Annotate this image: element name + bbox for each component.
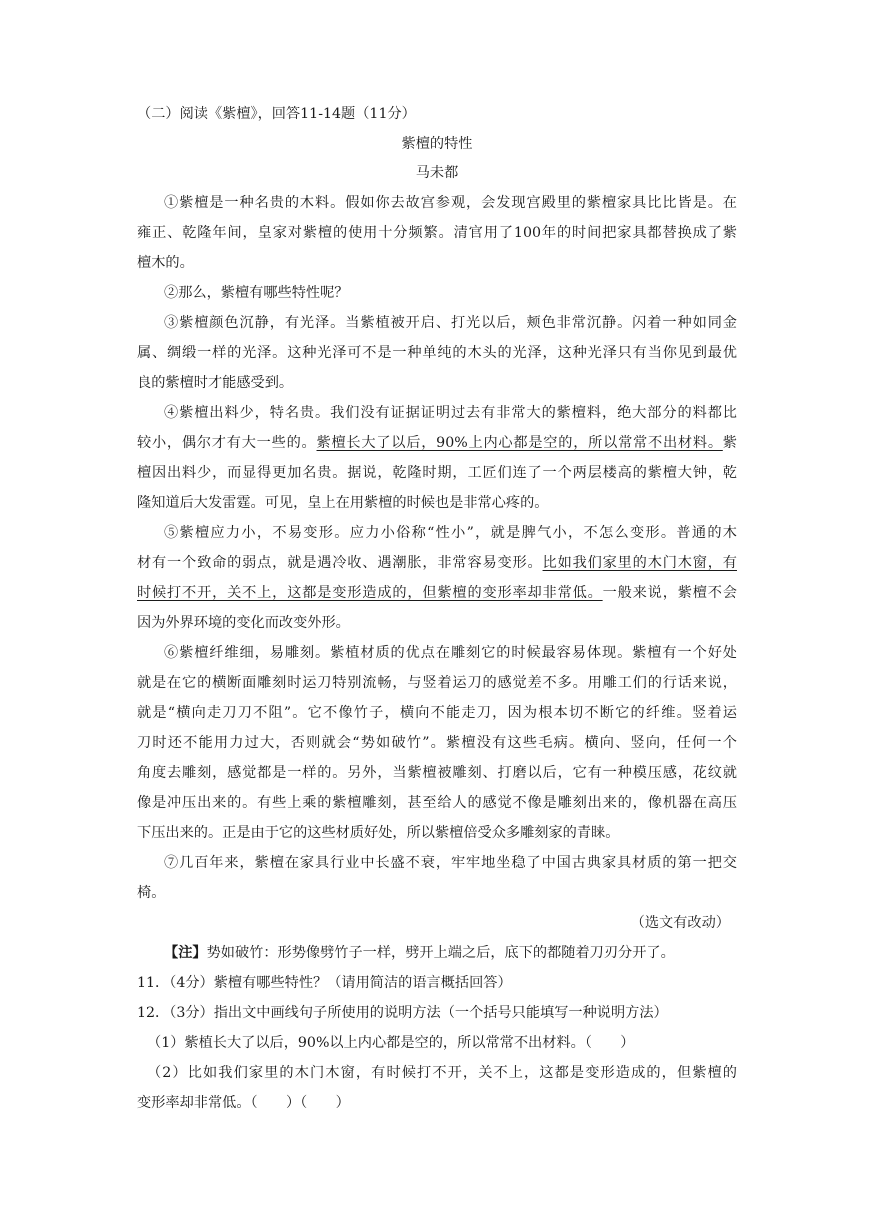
- paragraph-5-line-4: 因为外界环境的变化而改变外形。: [137, 615, 350, 631]
- paragraph-4-line-4: 隆知道后大发雷霆。可见，皇上在用紫檀的时候也是非常心疼的。: [137, 495, 549, 511]
- paragraph-7-line-1: ⑦几百年来，紫檀在家具行业中长盛不衰，牢牢地坐稳了中国古典家具材质的第一把交: [164, 855, 737, 871]
- underlined-sentence-2-part-1: 比如我们家里的木门木窗，有: [542, 555, 737, 571]
- paragraph-7-line-2: 椅。: [137, 885, 166, 901]
- article-title: 紫檀的特性: [401, 136, 473, 152]
- paragraph-2: ②那么，紫檀有哪些特性呢？: [164, 285, 349, 301]
- paragraph-3-line-1: ③紫檀颜色沉静，有光泽。当紫植被开启、打光以后，颊色非常沉静。闪着一种如同金: [164, 315, 737, 331]
- question-12: 12．（3分）指出文中画线句子所使用的说明方法（一个括号只能填写一种说明方法）: [137, 1005, 668, 1021]
- footnote: [164, 943, 737, 963]
- paragraph-1-line-2: 雍正、乾隆年间，皇家对紫檀的使用十分频繁。清官用了100年的时间把家具都替换成了紫: [137, 225, 737, 241]
- paragraph-6-line-6: 像是冲压出来的。有些上乘的紫檀雕刻，甚至给人的感觉不像是雕刻出来的，像机器在高压: [137, 795, 737, 811]
- paragraph-1-line-3: 檀木的。: [137, 255, 194, 271]
- underlined-sentence-1: 紫檀长大了以后，90%上内心都是空的，所以常常不出材料。: [316, 435, 723, 451]
- paragraph-5-line-1: ⑤紫檀应力小，不易变形。应力小俗称“性小”，就是脾气小，不怎么变形。普通的木: [164, 525, 737, 541]
- question-12-part-2-line-2: 变形率却非常低。（ ）（ ）: [137, 1095, 350, 1111]
- footnote-text: 势如破竹：形势像劈竹子一样，劈开上端之后，底下的都随着刀刃分开了。: [206, 945, 675, 961]
- underlined-sentence-2-part-2: 时候打不开，关不上，这都是变形造成的，但紫檀的变形率却非常低。: [137, 585, 603, 601]
- paragraph-4-line-1: ④紫檀出料少，特名贵。我们没有证据证明过去有非常大的紫檀料，绝大部分的料都比: [164, 405, 737, 421]
- footnote-label: 【注】: [164, 945, 207, 961]
- paragraph-6-line-2: 就是在它的横断面雕刻时运刀特别流畅，与竖着运刀的感觉差不多。用雕工们的行话来说，: [137, 675, 737, 691]
- paragraph-1-line-1: ①紫檀是一种名贵的木料。假如你去故宫参观，会发现宫殿里的紫檀家具比比皆是。在: [164, 195, 737, 211]
- article-author: 马未都: [415, 165, 459, 181]
- paragraph-6-line-5: 角度去雕刻，感觉都是一样的。另外，当紫檀被雕刻、打磨以后，它有一种模压感，花纹就: [137, 765, 737, 781]
- paragraph-4-line-2: [137, 433, 737, 453]
- paragraph-6-line-7: 下压出来的。正是由于它的这些材质好处，所以紫檀倍受众多雕刻家的青睐。: [137, 825, 620, 841]
- source-note: （选文有改动）: [630, 915, 730, 931]
- paragraph-5-line-2: [137, 553, 737, 573]
- paragraph-4-text-tail: 紫: [722, 435, 737, 451]
- paragraph-6-line-1: ⑥紫檀纤维细，易雕刻。紫植材质的优点在雕刻它的时候最容易体现。紫檀有一个好处: [164, 645, 737, 661]
- paragraph-4-text: 较小，偶尔才有大一些的。: [137, 435, 317, 451]
- paragraph-3-line-2: 属、绸缎一样的光泽。这种光泽可不是一种单纯的木头的光泽，这种光泽只有当你见到最优: [137, 345, 737, 361]
- question-11: 11．（4分）紫檀有哪些特性？（请用简洁的语言概括回答）: [137, 975, 512, 991]
- paragraph-5-line-3: [137, 583, 737, 603]
- question-12-part-1: （1）紫植长大了以后，90%以上内心都是空的，所以常常不出材料。（ ）: [147, 1035, 635, 1051]
- paragraph-6-line-4: 刀时还不能用力过大，否则就会“势如破竹”。紫檀没有这些毛病。横向、竖向，任何一个: [137, 735, 737, 751]
- paragraph-5-text-tail: 一般来说，紫檀不会: [602, 585, 737, 601]
- paragraph-6-line-3: 就是“横向走刀刀不阻”。它不像竹子，横向不能走刀，因为根本切不断它的纤维。竖着运: [137, 705, 737, 721]
- paragraph-3-line-3: 良的紫檀时才能感受到。: [137, 375, 294, 391]
- paragraph-5-text: 材有一个致命的弱点，就是遇冷收、遇潮胀，非常容易变形。: [137, 555, 543, 571]
- question-12-part-2-line-1: （2）比如我们家里的木门木窗，有时候打不开，关不上，这都是变形造成的，但紫檀的: [147, 1065, 737, 1081]
- section-heading: （二）阅读《紫檀》，回答11-14题（11分）: [137, 106, 416, 122]
- paragraph-4-line-3: 檀因出料少，而显得更加名贵。据说，乾隆时期，工匠们连了一个两层楼高的紫檀大钟，乾: [137, 465, 737, 481]
